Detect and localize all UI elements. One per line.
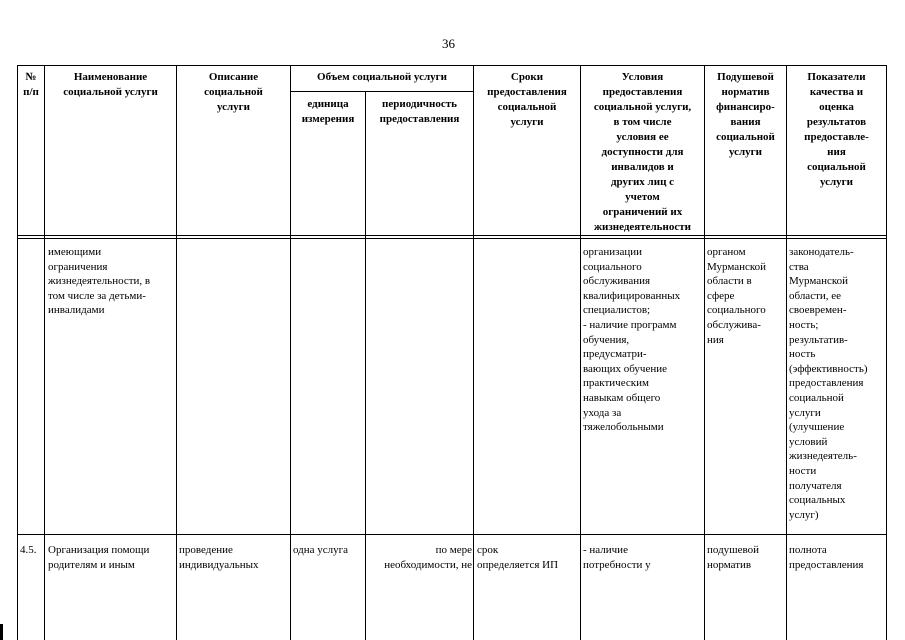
scan-edge-mark bbox=[0, 624, 3, 640]
row2-unit: одна услуга bbox=[293, 544, 349, 556]
header-conditions: Условия предоставления социальной услуги, в том числе условия ее доступности для инвалидов и других лиц с учетом ограничений их жизнедеятельности bbox=[593, 71, 692, 233]
header-unit: единица измерения bbox=[301, 98, 355, 125]
row2-name: Организация помощи родителям и иным bbox=[48, 544, 150, 571]
row2-periodicity: по мере необходимости, не bbox=[384, 544, 472, 571]
header-num: № п/п bbox=[23, 71, 39, 98]
row2-norm: подушевой норматив bbox=[707, 544, 760, 571]
page-number: 36 bbox=[442, 36, 455, 51]
row1-norm: органом Мурманской области в сфере социального обслужива- ния bbox=[707, 246, 767, 346]
header-periodicity: периодичность предоставления bbox=[379, 98, 460, 125]
row1-name: имеющими ограничения жизнедеятельности, в том числе за детьми- инвалидами bbox=[48, 246, 151, 317]
header-name: Наименование социальной услуги bbox=[63, 71, 158, 98]
row2-description: проведение индивидуальных bbox=[179, 544, 259, 571]
header-norm: Подушевой норматив финансиро- вания социальной услуги bbox=[716, 71, 775, 158]
header-description: Описание социальной услуги bbox=[204, 71, 263, 113]
row1-quality: законодатель- ства Мурманской области, ее своевремен- ность; результатив- ность (эффективность) предоставления социальной услуги (улучшение условий жизнедеятель- ности получателя социальных услуг) bbox=[789, 246, 868, 521]
row2-terms: срок определяется ИП bbox=[477, 544, 559, 571]
row2-conditions: - наличие потребности у bbox=[583, 544, 651, 571]
row2-num: 4.5. bbox=[20, 544, 37, 556]
row1-conditions: организации социального обслуживания квалифицированных специалистов; - наличие программ обучения, предусматри- вающих обучение практическим навыкам общего ухода за тяжелобольными bbox=[583, 246, 681, 434]
header-volume: Объем социальной услуги bbox=[317, 71, 447, 83]
row2-quality: полнота предоставления bbox=[789, 544, 864, 571]
header-quality: Показатели качества и оценка результатов предоставле- ния социальной услуги bbox=[804, 71, 869, 188]
header-terms: Сроки предоставления социальной услуги bbox=[487, 71, 567, 128]
